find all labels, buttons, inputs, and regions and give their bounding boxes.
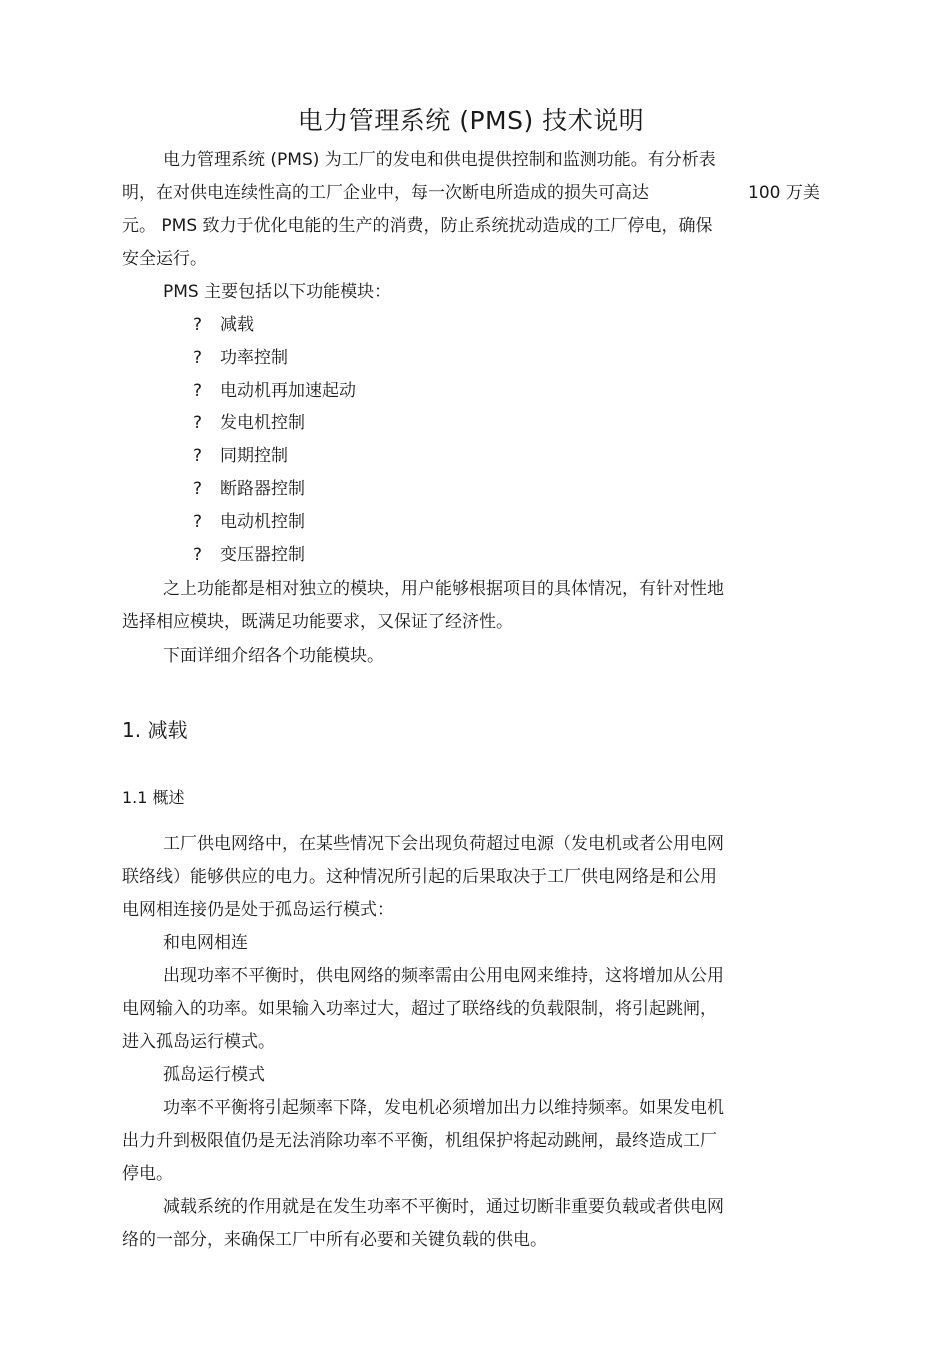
paragraph-line: 电网输入的功率。如果输入功率过大，超过了联络线的负载限制，将引起跳闸， (122, 999, 717, 1019)
module-label: 减载 (220, 315, 254, 335)
module-label: 变压器控制 (220, 545, 305, 565)
module-label: 电动机控制 (220, 512, 305, 532)
section-heading: 1. 减载 (122, 718, 188, 742)
grid-connected-label: 和电网相连 (163, 933, 248, 953)
summary-line-2: 选择相应模块，既满足功能要求，又保证了经济性。 (122, 612, 513, 632)
module-list-item (193, 411, 305, 435)
summary-line-1: 之上功能都是相对独立的模块，用户能够根据项目的具体情况，有针对性地 (163, 579, 724, 599)
paragraph-line: 进入孤岛运行模式。 (122, 1032, 275, 1052)
module-label: 同期控制 (220, 446, 288, 466)
module-list-item (193, 477, 305, 501)
paragraph-line: 工厂供电网络中，在某些情况下会出现负荷超过电源（发电机或者公用电网 (163, 834, 724, 854)
paragraph-line: 联络线）能够供应的电力。这种情况所引起的后果取决于工厂供电网络是和公用 (122, 867, 717, 887)
module-list-item (193, 543, 305, 567)
island-mode-label: 孤岛运行模式 (163, 1065, 265, 1085)
module-label: 功率控制 (220, 348, 288, 368)
bullet-mark: ? (193, 512, 203, 532)
module-list-item (193, 379, 356, 403)
module-label: 发电机控制 (220, 413, 305, 433)
module-list-item (193, 346, 288, 370)
module-list-item (193, 510, 305, 534)
paragraph-line: 减载系统的作用就是在发生功率不平衡时，通过切断非重要负载或者供电网 (163, 1197, 724, 1217)
intro-line-3: 元。 PMS 致力于优化电能的生产的消费，防止系统扰动造成的工厂停电，确保 (122, 216, 713, 236)
paragraph-line: 功率不平衡将引起频率下降，发电机必须增加出力以维持频率。如果发电机 (163, 1098, 724, 1118)
paragraph-line: 出力升到极限值仍是无法消除功率不平衡，机组保护将起动跳闸，最终造成工厂 (122, 1131, 717, 1151)
intro-line-2-amount: 100 万美 (748, 183, 820, 203)
intro-line-1: 电力管理系统 (PMS) 为工厂的发电和供电提供控制和监测功能。有分析表 (163, 150, 716, 170)
bullet-mark: ? (193, 315, 203, 335)
bullet-mark: ? (193, 446, 203, 466)
subsection-heading: 1.1 概述 (122, 788, 185, 807)
intro-line-4: 安全运行。 (122, 249, 207, 269)
bullet-mark: ? (193, 413, 203, 433)
paragraph-line: 停电。 (122, 1164, 173, 1184)
module-label: 电动机再加速起动 (220, 381, 356, 401)
document-title: 电力管理系统 (PMS) 技术说明 (297, 106, 645, 135)
paragraph-line: 电网相连接仍是处于孤岛运行模式： (122, 900, 394, 920)
module-label: 断路器控制 (220, 479, 305, 499)
paragraph-line: 络的一部分，来确保工厂中所有必要和关键负载的供电。 (122, 1230, 547, 1250)
intro-line-2: 明，在对供电连续性高的工厂企业中，每一次断电所造成的损失可高达 (122, 183, 649, 203)
bullet-mark: ? (193, 381, 203, 401)
module-list-item (193, 313, 254, 337)
bullet-mark: ? (193, 348, 203, 368)
module-list-item (193, 444, 288, 468)
modules-intro: PMS 主要包括以下功能模块： (163, 282, 392, 302)
summary-line-3: 下面详细介绍各个功能模块。 (163, 646, 384, 666)
bullet-mark: ? (193, 479, 203, 499)
bullet-mark: ? (193, 545, 203, 565)
paragraph-line: 出现功率不平衡时，供电网络的频率需由公用电网来维持，这将增加从公用 (163, 966, 724, 986)
